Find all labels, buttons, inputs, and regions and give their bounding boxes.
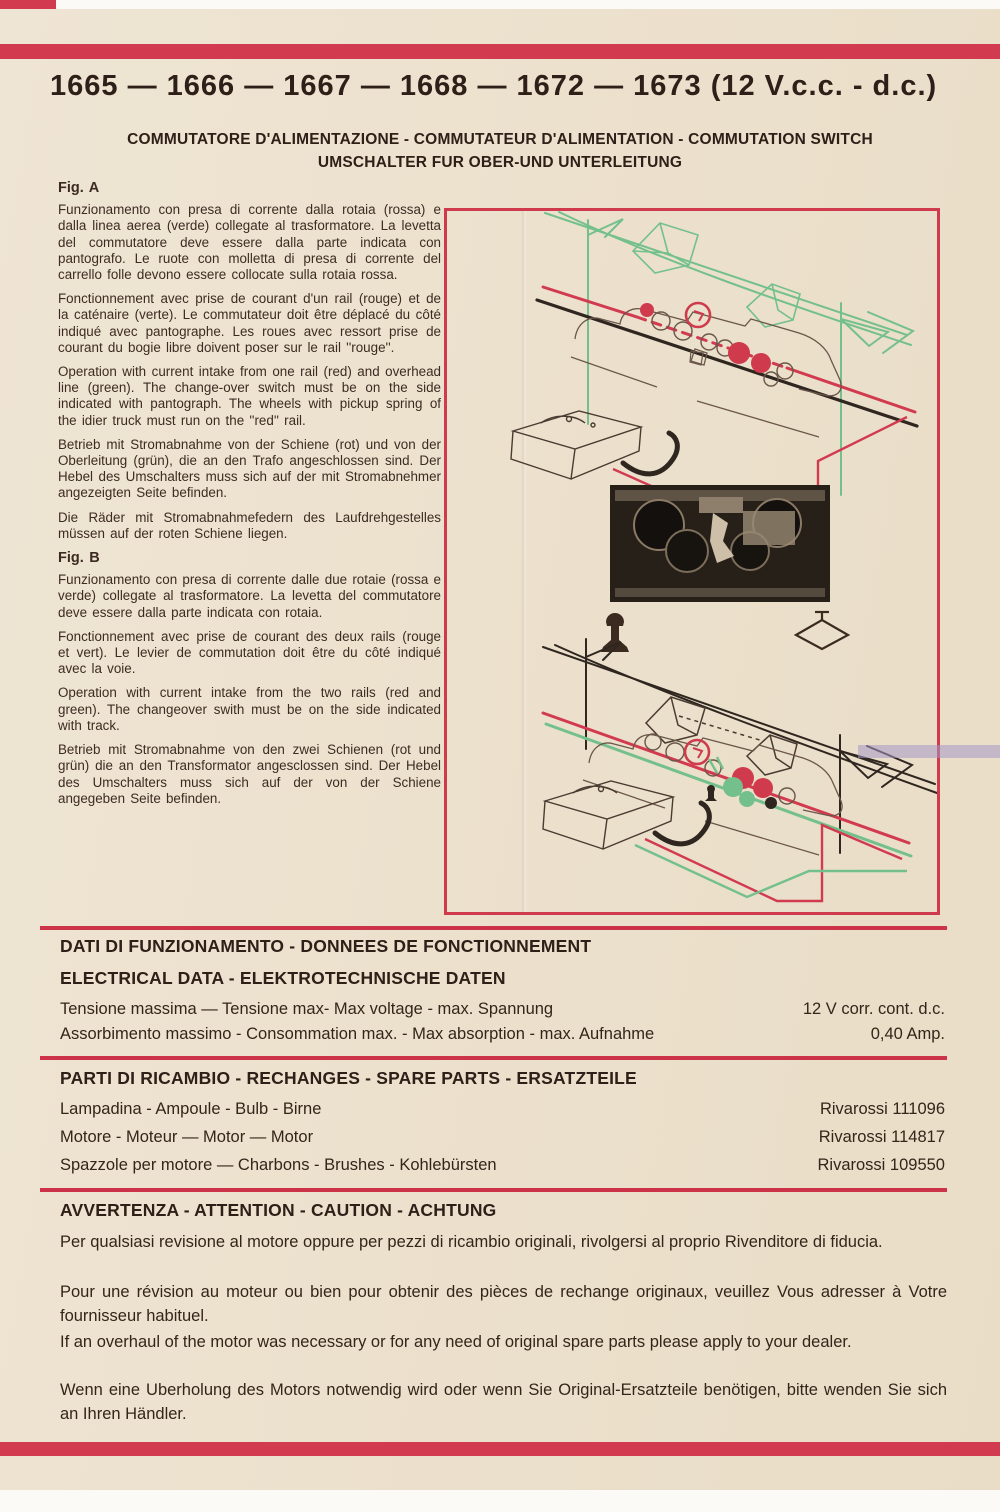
bogie-photo	[610, 485, 830, 602]
pantograph-icon	[796, 612, 848, 649]
fig-b-paragraph-fr: Fonctionnement avec prise de courant des deux rails (rouge et vert). Le levier de commutation doit être du côté indiqué avec la voie.	[58, 628, 441, 677]
top-left-red-fragment	[0, 0, 56, 9]
brushes-label: Spazzole per motore — Charbons - Brushes - Kohlebürsten	[60, 1156, 497, 1174]
spare-parts-heading: PARTI DI RICAMBIO - RECHANGES - SPARE PARTS - ERSATZTEILE	[60, 1068, 637, 1088]
fig-b-paragraph-it: Funzionamento con presa di corrente dalle due rotaie (rossa e verde) collegate al trasformatore. La levetta del commutatore deve essere dalla parte indicata con rotaia.	[58, 572, 441, 620]
brushes-part-number: Rivarossi 109550	[817, 1156, 945, 1174]
transformer-fig-b	[543, 781, 673, 849]
fig-a-paragraph-fr: Fonctionnement avec prise de courant d'un rail (rouge) et de la caténaire (verte). Le commutateur doit être déplacé du côté indiqué avec pantographe. Les roues avec ressort prise de courant du bogie libre doivent poser sur le rail ''rouge''.	[58, 291, 441, 355]
electrical-row-voltage	[60, 1000, 945, 1019]
wiring-diagram-svg	[447, 211, 937, 912]
fig-b-paragraph-de: Betrieb mit Stromabnahme von den zwei Schienen (rot und grün) die an den Transformator angesclossen sind. Der Hebel des Umschalters muss sich auf der von der Schiene angegeben Seite befinden.	[58, 742, 441, 806]
transformer-fig-a	[511, 411, 641, 479]
fig-a-illustration	[511, 212, 917, 533]
bulb-part-number: Rivarossi 111096	[819, 1100, 945, 1118]
rail-profile-icon	[601, 613, 629, 652]
electrical-heading-2: ELECTRICAL DATA - ELEKTROTECHNISCHE DATEN	[60, 968, 506, 988]
page-title: 1665 — 1666 — 1667 — 1668 — 1672 — 1673 (12 V.c.c. - d.c.)	[50, 70, 938, 102]
fig-a-paragraph-it: Funzionamento con presa di corrente dalla rotaia (rossa) e dalla linea aerea (verde) collegate al trasformatore. La levetta del commutatore deve essere dalla parte indicata con pantografo. Le ruote con molletta di presa di corrente del carrello folle devono essere collocate sulla rotaia rossa.	[58, 202, 441, 283]
notice-paragraph-en: If an overhaul of the motor was necessary or for any need of original spare parts please apply to your dealer.	[60, 1333, 852, 1351]
wheels-fig-a	[640, 303, 793, 386]
subtitle-line-1: COMMUTATORE D'ALIMENTAZIONE - COMMUTATEUR D'ALIMENTATION - COMMUTATION SWITCH	[127, 131, 873, 148]
section-divider	[40, 926, 947, 930]
spare-part-row-motor	[60, 1128, 945, 1147]
subtitle-line-2: UMSCHALTER FUR OBER-UND UNTERLEITUNG	[317, 154, 683, 171]
bulb-label: Lampadina - Ampoule - Bulb - Birne	[60, 1100, 322, 1118]
fig-a-paragraph-en: Operation with current intake from one rail (red) and overhead line (green). The change-over switch must be on the side indicated with pantograph. The wheels with pickup spring of the idier truck must run on the ''red'' rail.	[58, 364, 441, 428]
fig-a-label: Fig. A	[58, 180, 100, 196]
motor-label: Motore - Moteur — Motor — Motor	[60, 1128, 314, 1146]
notice-heading: AVVERTENZA - ATTENTION - CAUTION - ACHTUNG	[60, 1200, 497, 1220]
fig-b-illustration	[543, 639, 937, 901]
section-divider	[40, 1056, 947, 1060]
notice-paragraph-it: Per qualsiasi revisione al motore oppure per pezzi di ricambio originali, rivolgersi al proprio Rivenditore di fiducia.	[60, 1233, 883, 1251]
scan-artifact-streak	[858, 745, 1000, 758]
figure-text-column	[58, 176, 441, 815]
voltage-label: Tensione massima — Tensione max- Max voltage - max. Spannung	[60, 1000, 554, 1018]
figure-diagram-box	[444, 208, 940, 915]
notice-paragraph-de: Wenn eine Uberholung des Motors notwendig wird oder wenn Sie Original-Ersatzteile benötigen, bitte wenden Sie sich an Ihren Händler.	[60, 1381, 947, 1423]
black-cable-fig-a	[623, 433, 677, 474]
section-divider	[40, 1188, 947, 1192]
absorption-label: Assorbimento massimo - Consommation max. - Max absorption - max. Aufnahme	[60, 1025, 655, 1043]
pantograph-sketch-green	[633, 223, 800, 327]
fig-b-paragraph-en: Operation with current intake from the two rails (red and green). The changeover swith must be on the side indicated with track.	[58, 685, 441, 733]
top-red-band	[0, 44, 1000, 59]
black-cable-fig-b	[655, 803, 709, 844]
absorption-value: 0,40 Amp.	[870, 1025, 945, 1043]
spare-part-row-brushes	[60, 1156, 945, 1175]
electrical-heading-1: DATI DI FUNZIONAMENTO - DONNEES DE FONCTIONNEMENT	[60, 936, 592, 956]
red-wire-fig-b	[645, 825, 902, 901]
bottom-red-band	[0, 1442, 1000, 1456]
notice-paragraph-fr: Pour une révision au moteur ou bien pour obtenir des pièces de rechange originaux, veuillez Vous adresser à Votre fournisseur habituel.	[60, 1283, 947, 1325]
motor-part-number: Rivarossi 114817	[818, 1128, 945, 1146]
fig-b-label: Fig. B	[58, 550, 100, 567]
spare-part-row-bulb	[60, 1100, 945, 1119]
electrical-row-absorption	[60, 1025, 945, 1044]
voltage-value: 12 V corr. cont. d.c.	[802, 1000, 945, 1018]
fig-a-paragraph-de-1: Betrieb mit Stromabnahme von der Schiene (rot) und von der Oberleitung (grün), die an den Trafo angeschlossen sind. Der Hebel des Umschalters muss sich auf der mit Stromabnehmer angezeigten Seite befinden.	[58, 436, 441, 501]
fig-a-paragraph-de-2: Die Räder mit Stromabnahmefedern des Laufdrehgestelles müssen auf der roten Schiene liegen.	[58, 509, 441, 541]
